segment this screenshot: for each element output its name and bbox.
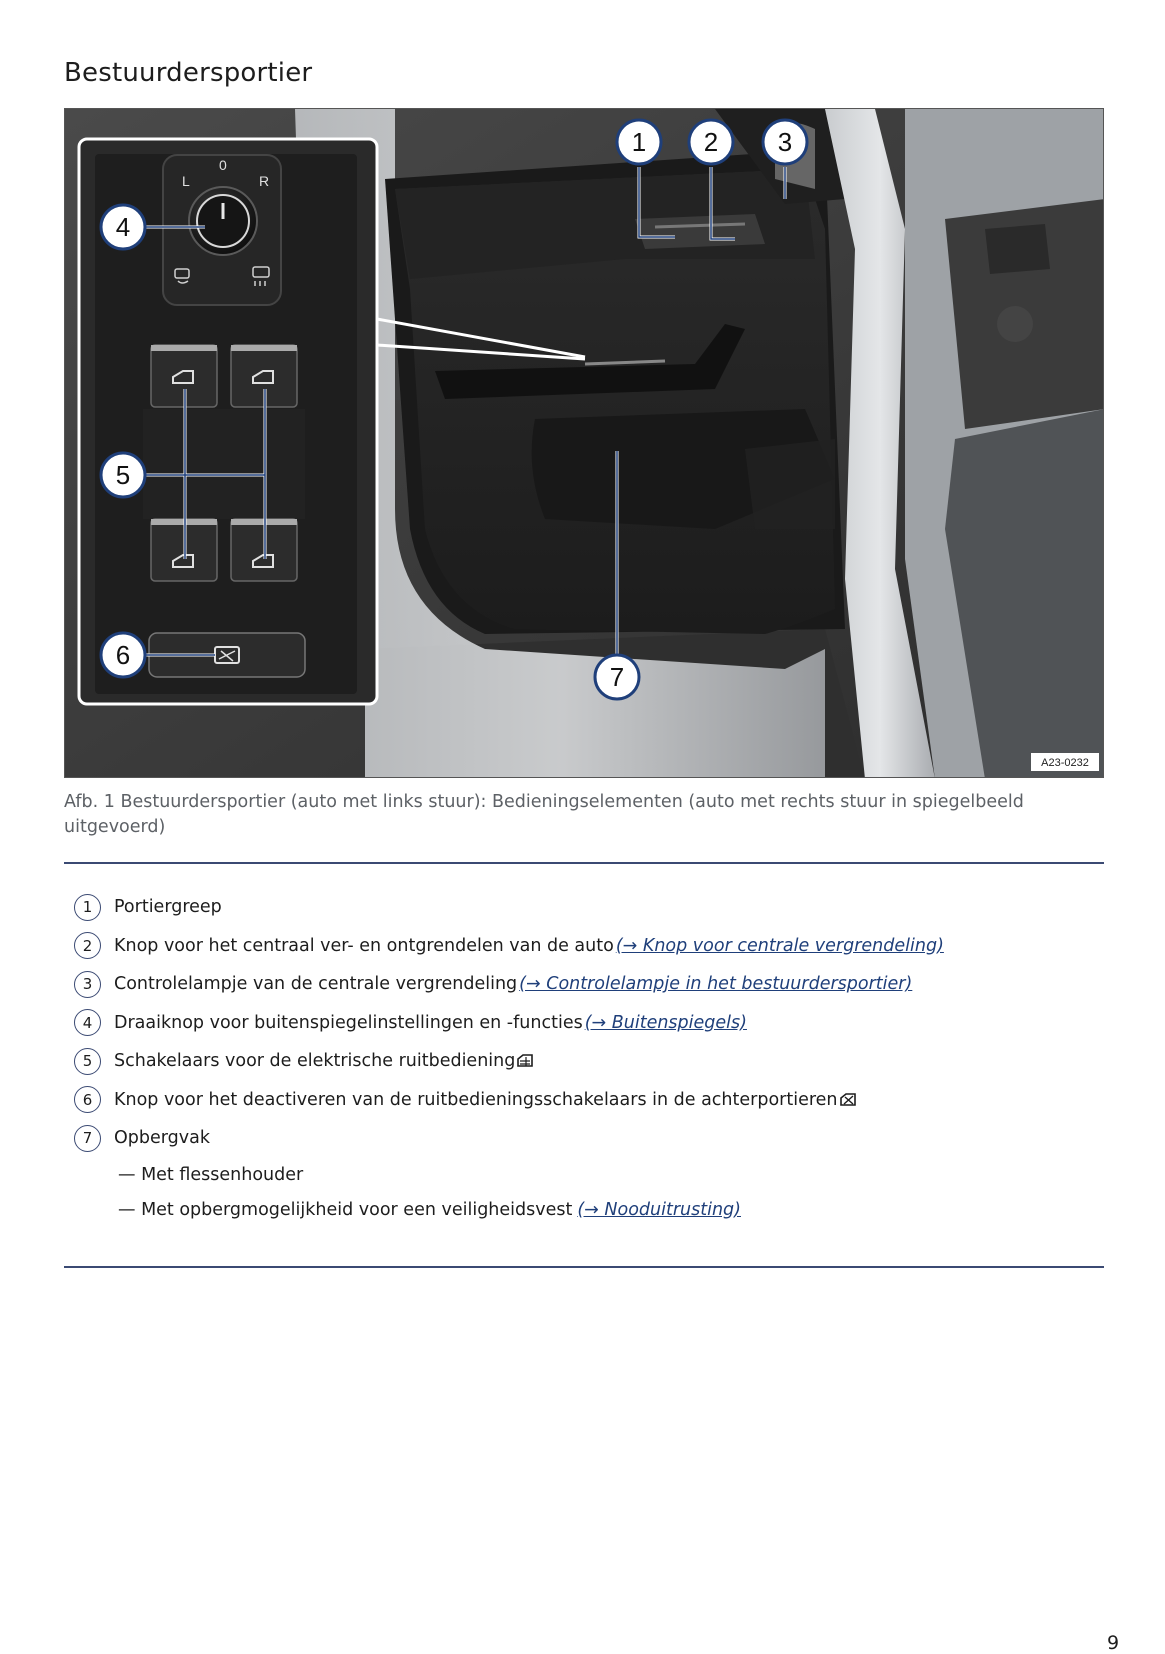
legend-link-buitenspiegels[interactable]: (→ Buitenspiegels) xyxy=(584,1012,747,1033)
legend-number: 6 xyxy=(74,1086,101,1113)
figure-code: A23-0232 xyxy=(1041,757,1089,769)
divider-bottom xyxy=(64,1266,1104,1268)
figure-caption: Afb. 1 Bestuurdersportier (auto met links stuur): Bedieningselementen (auto met rechts stuur in spiegelbeeld uitgevoerd) xyxy=(64,792,1024,837)
callout-7-label: 7 xyxy=(609,662,625,692)
window-switch-icon xyxy=(517,1054,533,1068)
legend-text: Schakelaars voor de elektrische ruitbediening xyxy=(114,1051,516,1072)
legend-text: Portiergreep xyxy=(114,897,222,918)
callout-1-label: 1 xyxy=(631,127,647,157)
legend-number: 3 xyxy=(74,971,101,998)
knob-label-zero: 0 xyxy=(219,157,227,173)
legend-link-nooduitrusting[interactable]: (→ Nooduitrusting) xyxy=(577,1200,741,1220)
legend-link-controlelampje[interactable]: (→ Controlelampje in het bestuurdersportier) xyxy=(519,974,913,995)
callout-4 xyxy=(101,205,145,249)
legend-text: Controlelampje van de centrale vergrendeling xyxy=(114,974,518,995)
page-title: Bestuurdersportier xyxy=(64,58,313,88)
legend-subitem-text: — Met flessenhouder xyxy=(118,1165,304,1185)
callout-3 xyxy=(763,120,807,164)
legend-subitem-text: — Met opbergmogelijkheid voor een veiligheidsvest xyxy=(118,1200,573,1220)
legend-item-2 xyxy=(74,927,1104,966)
callout-6 xyxy=(101,633,145,677)
window-lock-icon xyxy=(840,1093,856,1107)
callout-1 xyxy=(617,120,661,164)
legend-list xyxy=(74,888,1104,1228)
knob-label-right: R xyxy=(259,173,270,189)
callout-3-label: 3 xyxy=(777,127,793,157)
legend-text: Knop voor het deactiveren van de ruitbedieningsschakelaars in de achterportieren xyxy=(114,1089,838,1110)
legend-number: 2 xyxy=(74,932,101,959)
legend-item-4 xyxy=(74,1004,1104,1043)
legend-text: Draaiknop voor buitenspiegelinstellingen en -functies xyxy=(114,1012,583,1033)
page-number: 9 xyxy=(1107,1632,1120,1654)
door-figure xyxy=(64,108,1104,778)
legend-number: 5 xyxy=(74,1048,101,1075)
legend-item-7 xyxy=(74,1119,1104,1158)
legend-item-5 xyxy=(74,1042,1104,1081)
legend-number: 1 xyxy=(74,894,101,921)
legend-number: 7 xyxy=(74,1125,101,1152)
legend-text: Opbergvak xyxy=(114,1128,210,1149)
legend-text: Knop voor het centraal ver- en ontgrendelen van de auto xyxy=(114,935,614,956)
legend-subitem-flessenhouder xyxy=(74,1158,1104,1193)
callout-7 xyxy=(595,655,639,699)
callout-6-label: 6 xyxy=(115,640,131,670)
callout-5-label: 5 xyxy=(115,460,131,490)
legend-item-3 xyxy=(74,965,1104,1004)
callout-5 xyxy=(101,453,145,497)
legend-link-centrale-vergrendeling[interactable]: (→ Knop voor centrale vergrendeling) xyxy=(615,935,944,956)
legend-item-6 xyxy=(74,1081,1104,1120)
legend-subitem-veiligheidsvest xyxy=(74,1193,1104,1228)
callout-2-label: 2 xyxy=(703,127,719,157)
callout-2 xyxy=(689,120,733,164)
divider-top xyxy=(64,862,1104,864)
callout-4-label: 4 xyxy=(115,212,131,242)
door-illustration xyxy=(65,109,1104,778)
knob-label-left: L xyxy=(182,173,190,189)
legend-number: 4 xyxy=(74,1009,101,1036)
legend-item-1 xyxy=(74,888,1104,927)
